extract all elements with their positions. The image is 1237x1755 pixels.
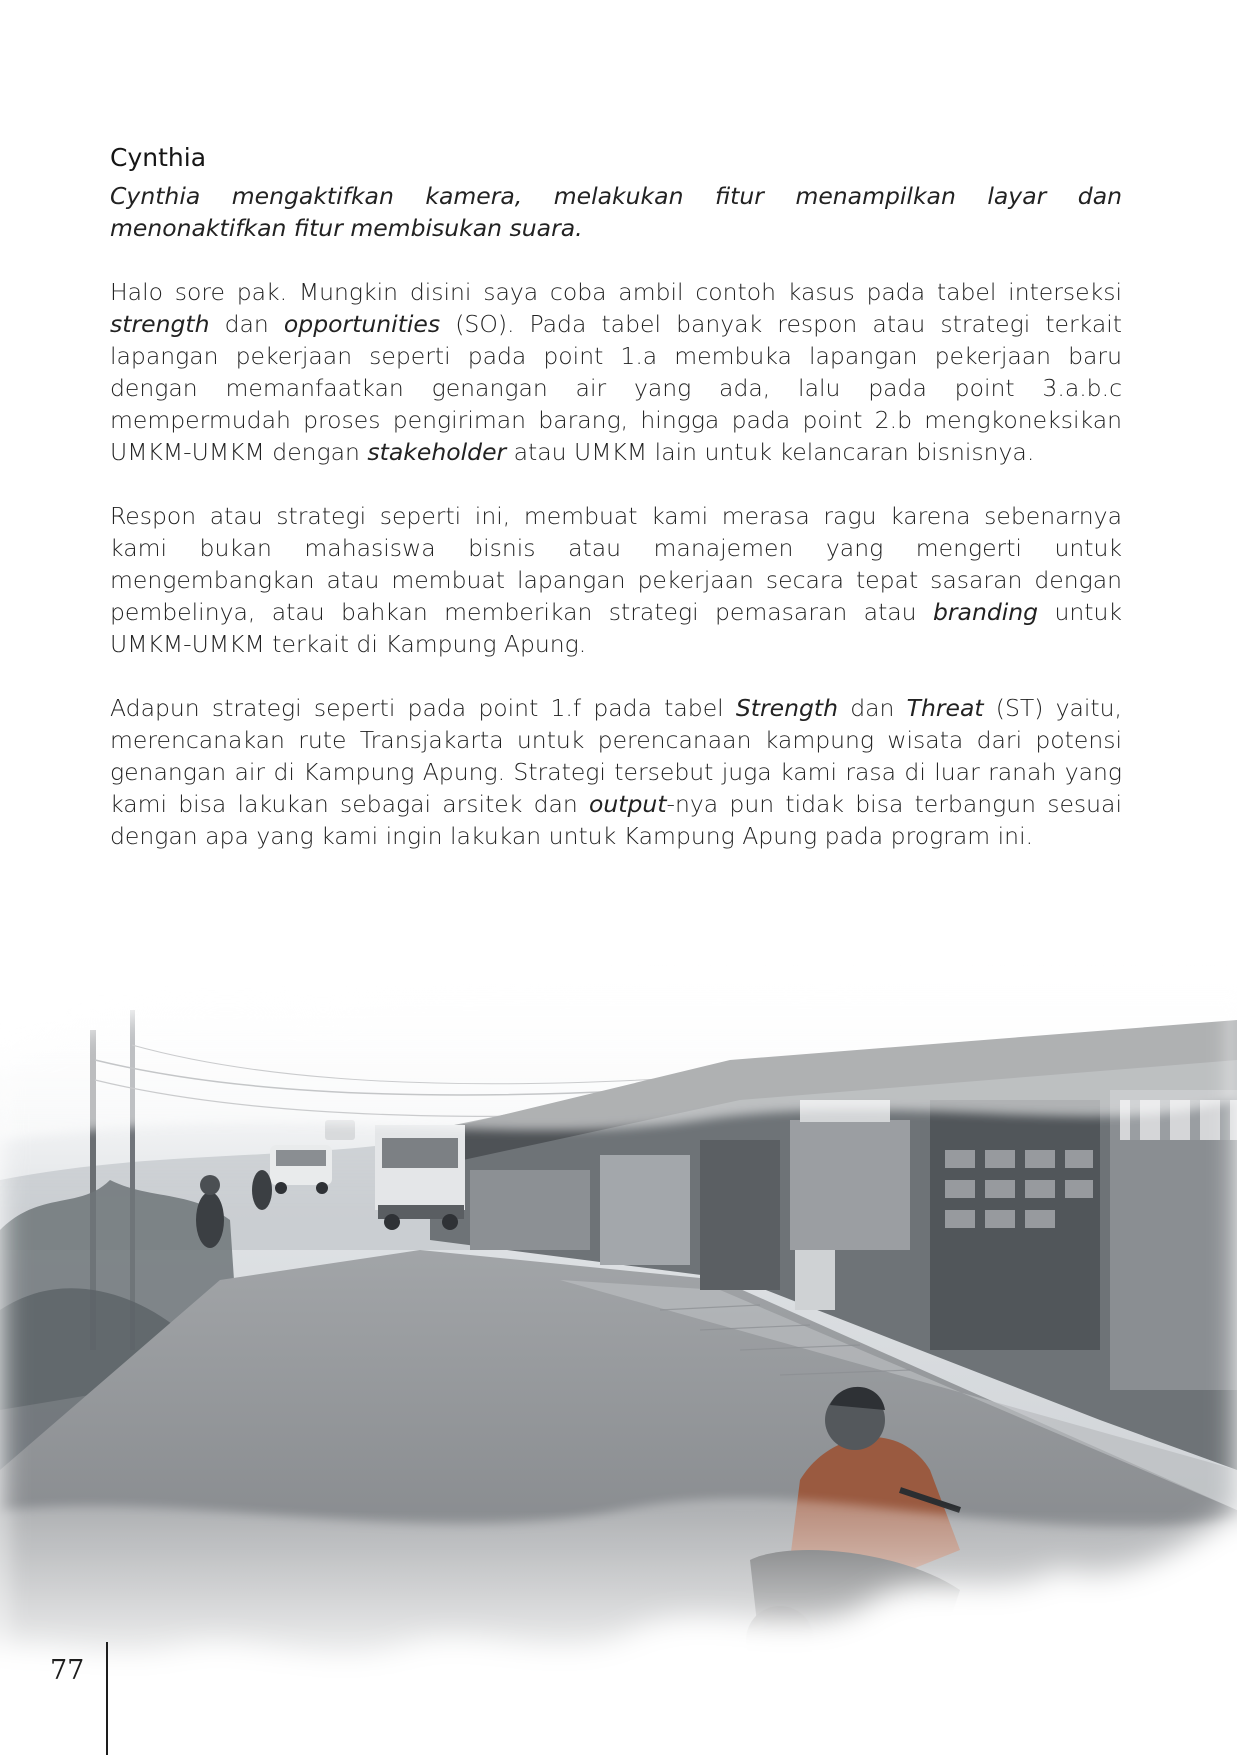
italic-term: strength: [110, 310, 210, 338]
text-run: (ST) yaitu, merencanakan rute Transjakarta untuk perencanaan kampung wisata dari potensi genangan air di Kampung Apung. Strategi tersebut juga kami rasa di luar ranah yang kami bisa lakukan sebagai arsitek dan: [110, 694, 1122, 818]
italic-term: output: [589, 790, 667, 818]
page-number-rule: [106, 1642, 108, 1755]
text-run: (SO). Pada tabel banyak respon atau strategi terkait lapangan pekerjaan seperti pada point 1.a membuka lapangan pekerjaan baru dengan memanfaatkan genangan air yang ada, lalu pada point 3.a.b.c mempermudah proses pengiriman barang, hingga pada point 2.b mengkoneksikan UMKM-UMKM dengan: [110, 310, 1123, 466]
italic-term: opportunities: [283, 310, 441, 338]
kampung-apung-street-image: [0, 950, 1237, 1690]
text-run: Halo sore pak. Mungkin disini saya coba ambil contoh kasus pada tabel interseksi: [110, 278, 1122, 306]
italic-term: Threat: [906, 694, 984, 722]
italic-term: Strength: [735, 694, 839, 722]
paragraph-2: [110, 500, 1122, 660]
page-number: 77: [50, 1655, 85, 1686]
stage-direction: Cynthia mengaktifkan kamera, melakukan fitur menampilkan layar dan menonaktifkan fitur membisukan suara.: [110, 182, 1122, 242]
text-run: dan: [209, 310, 284, 338]
text-run: untuk UMKM-UMKM terkait di Kampung Apung.: [110, 598, 1122, 658]
speaker-name: Cynthia: [110, 143, 207, 172]
text-run: dan: [838, 694, 907, 722]
text-run: -nya pun tidak bisa terbangun sesuai dengan apa yang kami ingin lakukan untuk Kampung Apung pada program ini.: [110, 790, 1122, 850]
text-column: [110, 140, 1122, 884]
text-run: Respon atau strategi seperti ini, membuat kami merasa ragu karena sebenarnya kami bukan mahasiswa bisnis atau manajemen yang mengerti untuk mengembangkan atau membuat lapangan pekerjaan secara tepat sasaran dengan pembelinya, atau bahkan memberikan strategi pemasaran atau: [110, 502, 1122, 626]
text-run: atau UMKM lain untuk kelancaran bisnisnya.: [506, 438, 1035, 466]
truck-shape: [375, 1125, 465, 1230]
text-run: Adapun strategi seperti pada point 1.f pada tabel: [110, 694, 736, 722]
italic-term: stakeholder: [367, 438, 507, 466]
paragraph-1: [110, 276, 1122, 468]
street-photo-illustration: [0, 950, 1237, 1690]
italic-term: branding: [932, 598, 1039, 626]
paragraph-3: [110, 692, 1122, 852]
